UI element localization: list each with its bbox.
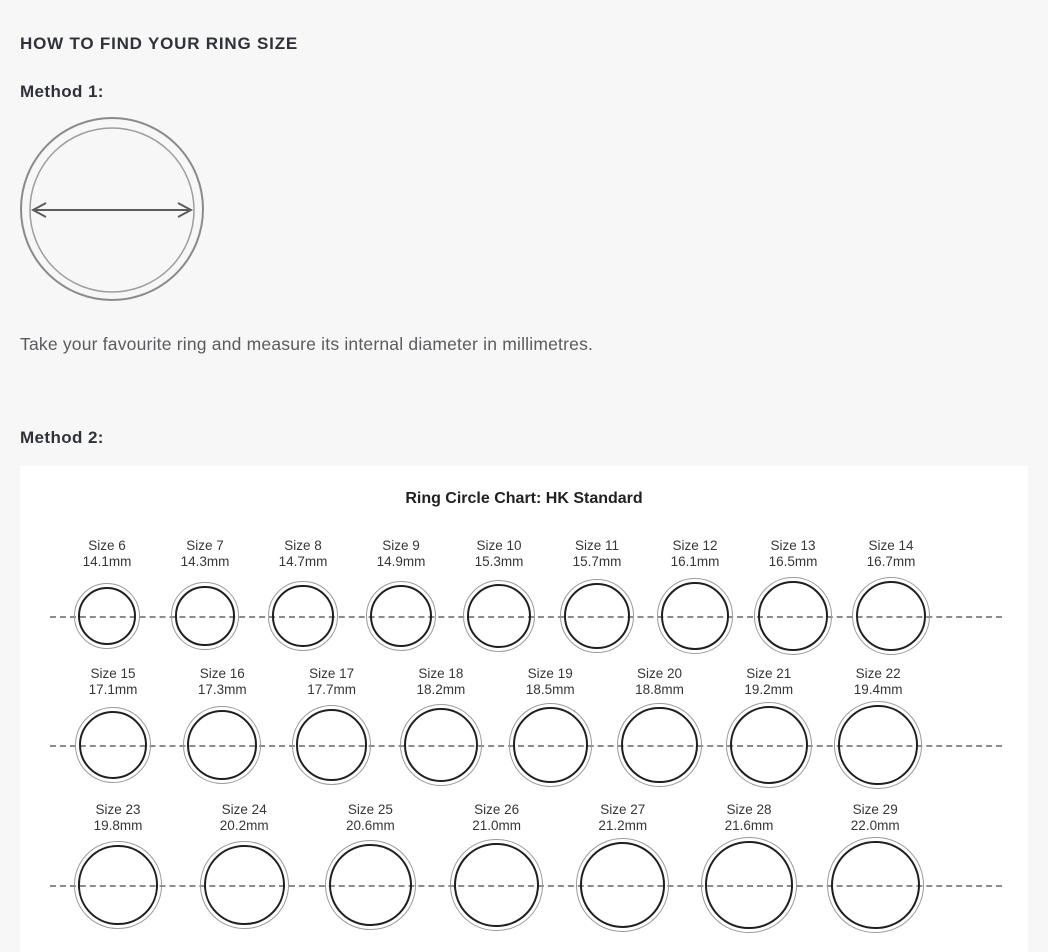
ring-circle-inner <box>467 584 531 648</box>
size-name: Size 9 <box>382 538 420 553</box>
ring-circle <box>183 706 261 784</box>
size-diameter-mm: 19.2mm <box>744 682 794 697</box>
ring-circle <box>200 841 289 930</box>
ring-circle <box>450 839 542 931</box>
size-diameter-mm: 16.7mm <box>866 554 916 569</box>
ring-circle <box>754 577 832 655</box>
size-diameter-mm: 17.1mm <box>88 682 138 697</box>
ring-circle <box>366 581 436 651</box>
size-name: Size 12 <box>672 538 718 553</box>
ring-chart-rows <box>20 466 1028 952</box>
ring-circle-inner <box>758 581 828 651</box>
ring-circle-inner <box>580 842 665 927</box>
ring-circle-inner <box>370 585 432 647</box>
ring-circle <box>74 841 161 928</box>
ring-circle-inner <box>329 844 412 927</box>
size-name: Size 6 <box>88 538 126 553</box>
size-diameter-mm: 14.7mm <box>278 554 328 569</box>
size-name: Size 27 <box>600 802 646 817</box>
size-diameter-mm: 19.4mm <box>853 682 903 697</box>
ring-circle <box>834 701 921 788</box>
size-name: Size 17 <box>309 666 355 681</box>
ring-circle <box>560 579 634 653</box>
size-name: Size 28 <box>726 802 772 817</box>
ring-circle <box>75 707 152 784</box>
ring-circle <box>325 840 416 931</box>
ring-size-cell-label <box>305 802 435 834</box>
ring-circle-inner <box>621 707 698 784</box>
size-diameter-mm: 18.8mm <box>635 682 684 697</box>
size-name: Size 24 <box>221 802 267 817</box>
ring-size-cell-label <box>813 666 943 698</box>
ring-circle <box>827 837 924 934</box>
size-name: Size 13 <box>770 538 816 553</box>
size-diameter-mm: 16.1mm <box>670 554 720 569</box>
ring-circle-inner <box>454 843 538 927</box>
ring-circle-inner <box>564 583 630 649</box>
ring-circle-inner <box>705 841 792 928</box>
ring-circle-inner <box>296 709 368 781</box>
ring-circle-inner <box>856 581 926 651</box>
ring-circle-inner <box>187 710 257 780</box>
size-name: Size 21 <box>746 666 792 681</box>
size-name: Size 8 <box>284 538 322 553</box>
ring-size-cell-label <box>684 802 814 834</box>
size-diameter-mm: 19.8mm <box>93 818 143 833</box>
size-diameter-mm: 17.3mm <box>197 682 247 697</box>
ring-circle-inner <box>272 585 333 646</box>
size-diameter-mm: 14.9mm <box>376 554 426 569</box>
diameter-arrow-icon <box>33 203 191 217</box>
ring-size-cell-label <box>53 802 183 834</box>
ring-size-cell-label <box>826 538 956 570</box>
ring-circle-inner <box>661 582 729 650</box>
ring-circle-inner <box>831 841 920 930</box>
ring-chart-title: Ring Circle Chart: HK Standard <box>405 490 643 507</box>
ring-size-cell-label <box>810 802 940 834</box>
ring-circle <box>463 580 535 652</box>
ring-circle <box>509 703 592 786</box>
size-name: Size 19 <box>527 666 573 681</box>
size-name: Size 29 <box>852 802 898 817</box>
ring-circle-inner <box>838 705 917 784</box>
ring-diameter-diagram <box>18 112 206 306</box>
size-diameter-mm: 16.5mm <box>768 554 818 569</box>
ring-circle-inner <box>204 845 285 926</box>
size-name: Size 25 <box>347 802 393 817</box>
size-diameter-mm: 18.5mm <box>525 682 575 697</box>
ring-circle-inner <box>79 711 148 780</box>
ring-size-cell-label <box>558 802 688 834</box>
size-name: Size 15 <box>90 666 136 681</box>
ring-circle <box>171 582 238 649</box>
ring-circle-inner <box>175 586 234 645</box>
ring-circle-inner <box>78 845 157 924</box>
size-name: Size 11 <box>574 538 620 553</box>
size-diameter-mm: 14.1mm <box>82 554 132 569</box>
page-title: HOW TO FIND YOUR RING SIZE <box>20 34 299 53</box>
method-2-label: Method 2: <box>20 428 104 447</box>
size-diameter-mm: 17.7mm <box>307 682 356 697</box>
ring-circle <box>400 704 482 786</box>
size-name: Size 10 <box>476 538 522 553</box>
size-diameter-mm: 15.3mm <box>474 554 524 569</box>
ring-size-cell-label <box>179 802 309 834</box>
ring-circle <box>617 703 702 788</box>
ring-circle-inner <box>513 707 588 782</box>
ring-circle-inner <box>78 587 136 645</box>
size-diameter-mm: 21.6mm <box>724 818 774 833</box>
ring-circle <box>292 705 372 785</box>
size-diameter-mm: 22.0mm <box>850 818 900 833</box>
ring-circle <box>576 838 669 931</box>
ring-circle <box>657 578 733 654</box>
size-diameter-mm: 20.6mm <box>346 818 395 833</box>
size-name: Size 22 <box>855 666 901 681</box>
size-diameter-mm: 14.3mm <box>180 554 230 569</box>
ring-circle <box>268 581 337 650</box>
size-name: Size 26 <box>474 802 520 817</box>
ring-circle <box>726 702 812 788</box>
ring-circle <box>701 837 796 932</box>
method-1-description: Take your favourite ring and measure its internal diameter in millimetres. <box>20 334 594 354</box>
size-diameter-mm: 18.2mm <box>416 682 466 697</box>
ring-circle <box>74 583 140 649</box>
size-diameter-mm: 20.2mm <box>219 818 269 833</box>
ring-chart-panel <box>20 466 1028 952</box>
ring-circle-inner <box>730 706 808 784</box>
size-name: Size 20 <box>636 666 683 681</box>
size-name: Size 7 <box>186 538 224 553</box>
size-name: Size 16 <box>199 666 245 681</box>
size-diameter-mm: 15.7mm <box>572 554 622 569</box>
ring-size-cell-label <box>432 802 562 834</box>
size-diameter-mm: 21.2mm <box>598 818 648 833</box>
size-name: Size 14 <box>868 538 914 553</box>
size-diameter-mm: 21.0mm <box>472 818 521 833</box>
size-name: Size 18 <box>418 666 464 681</box>
ring-circle-inner <box>404 708 478 782</box>
size-name: Size 23 <box>95 802 141 817</box>
ring-circle <box>852 577 930 655</box>
method-1-label: Method 1: <box>20 82 104 101</box>
